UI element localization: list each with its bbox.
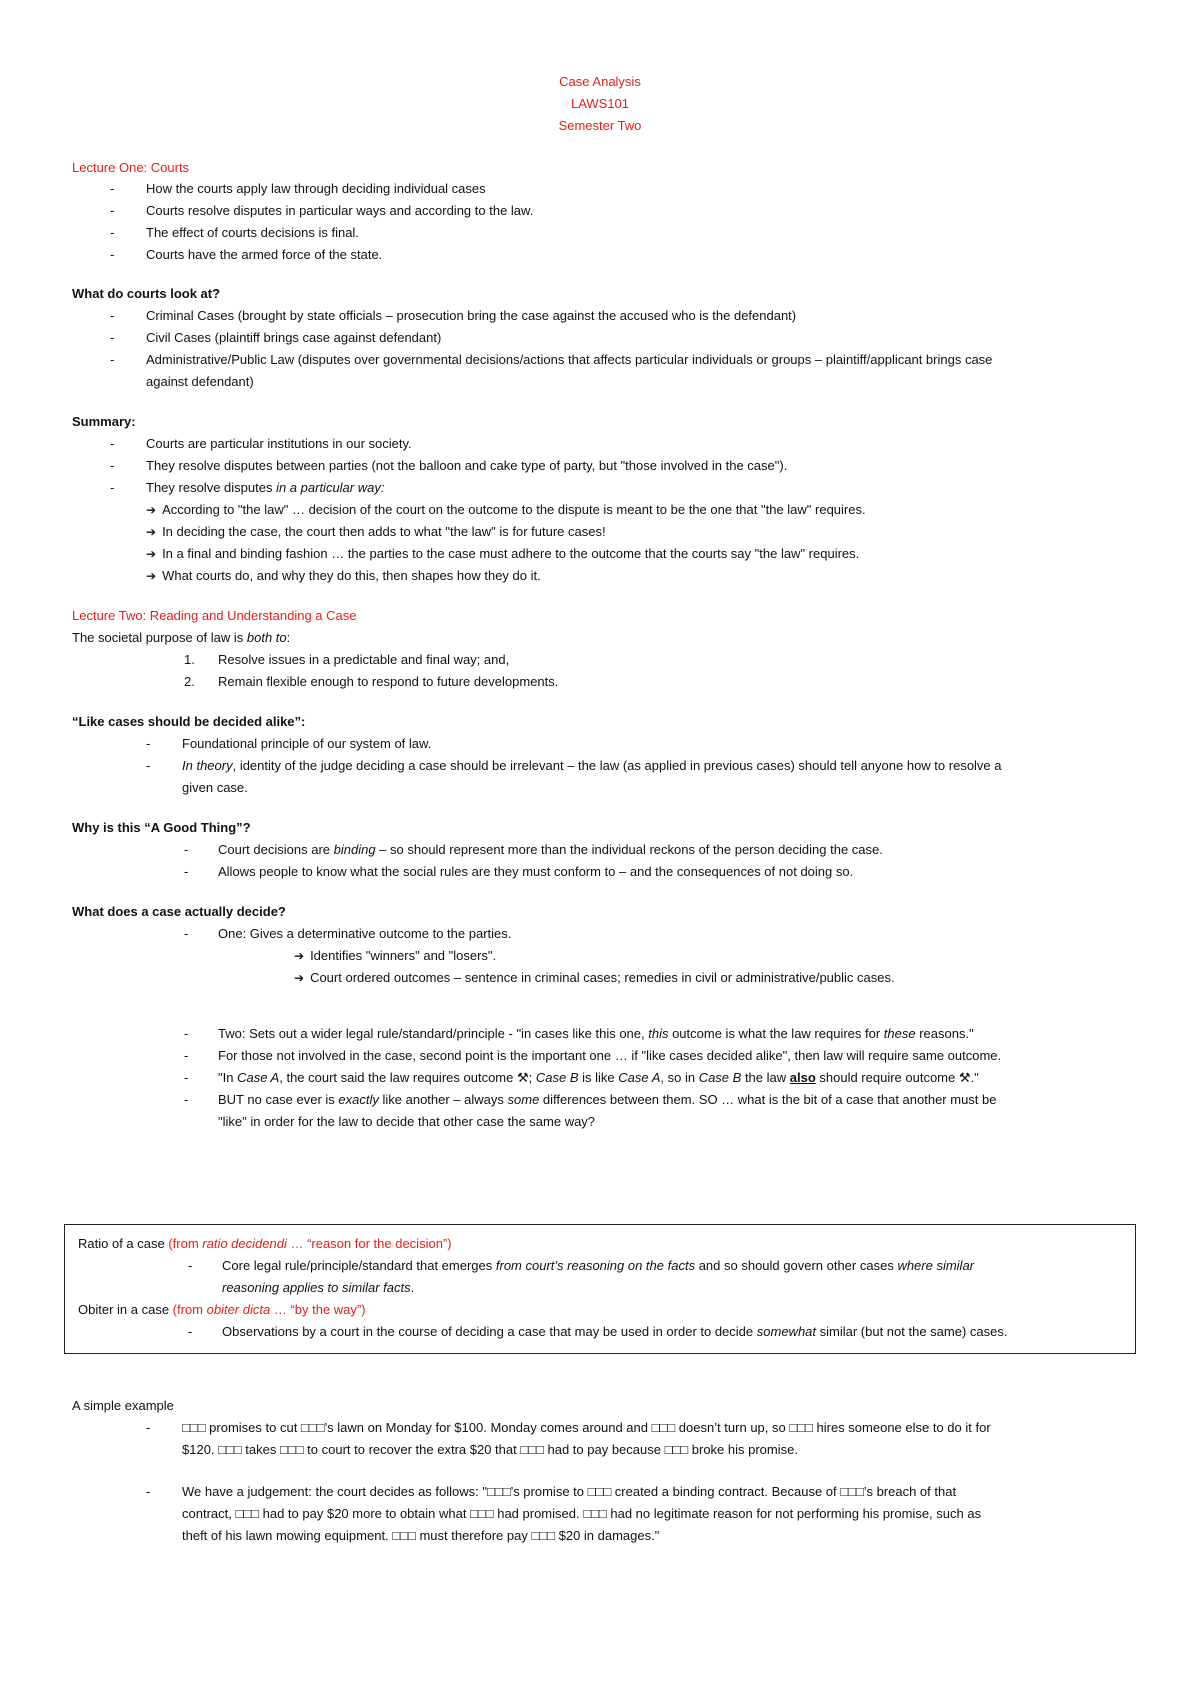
dash-bullet: - xyxy=(184,1026,189,1041)
arrow-icon: ➔ xyxy=(146,569,157,583)
bullet-text: Civil Cases (plaintiff brings case against defendant) xyxy=(146,330,442,345)
arrow-icon: ➔ xyxy=(146,525,157,539)
italic-span: this xyxy=(648,1026,669,1041)
bullet-text: For those not involved in the case, second point is the important one … if "like cases decided alike", then law will require same outcome. xyxy=(218,1048,1002,1063)
italic-span: reasoning applies to similar facts xyxy=(222,1280,411,1295)
text-span: reasons." xyxy=(915,1026,974,1041)
like-heading: “Like cases should be decided alike”: xyxy=(72,714,306,729)
arrow-icon: ➔ xyxy=(146,547,157,561)
text-span: (from xyxy=(172,1302,207,1317)
text-span: Observations by a court in the course of deciding a case that may be used in order to decide xyxy=(222,1324,757,1339)
arrow-text: Identifies "winners" and "losers". xyxy=(310,948,497,963)
dash-bullet: - xyxy=(110,181,115,196)
italic-span: some xyxy=(507,1092,540,1107)
italic-span: these xyxy=(883,1026,916,1041)
text-span: … “reason for the decision”) xyxy=(286,1236,452,1251)
dash-bullet: - xyxy=(146,1420,151,1435)
bullet-text xyxy=(222,1324,1007,1340)
bullet-text: Allows people to know what the social rules are they must conform to – and the consequences of not doing so. xyxy=(218,864,854,879)
bullet-text-cont: against defendant) xyxy=(146,374,254,389)
bullet-text: They resolve disputes between parties (not the balloon and cake type of party, but "those involved in the case"). xyxy=(146,458,788,473)
arrow-text: What courts do, and why they do this, then shapes how they do it. xyxy=(162,568,541,583)
dash-bullet: - xyxy=(146,758,151,773)
bullet-text-cont xyxy=(222,1280,414,1296)
arrow-icon: ➔ xyxy=(294,971,305,985)
text-span: One: xyxy=(218,926,247,941)
arrow-text: In a final and binding fashion … the parties to the case must adhere to the outcome that the courts say "the law" requires. xyxy=(162,546,860,561)
italic-span: Case B xyxy=(698,1070,742,1085)
text-span: like another – always xyxy=(378,1092,508,1107)
dash-bullet: - xyxy=(146,736,151,751)
dash-bullet: - xyxy=(188,1324,193,1339)
dash-bullet: - xyxy=(110,458,115,473)
lecture-one-heading: Lecture One: Courts xyxy=(72,160,190,175)
arrow-item xyxy=(146,502,866,518)
bullet-text-cont: $120. □□□ takes □□□ to court to recover the extra $20 that □□□ had to pay because □□□ broke his promise. xyxy=(182,1442,798,1457)
italic-span: somewhat xyxy=(756,1324,817,1339)
text-span: similar (but not the same) cases. xyxy=(816,1324,1008,1339)
italic-span: Case B xyxy=(535,1070,579,1085)
text-span: (from xyxy=(168,1236,203,1251)
italic-span: Case A xyxy=(618,1070,661,1085)
dash-bullet: - xyxy=(110,225,115,240)
bullet-text xyxy=(218,1070,979,1086)
bullet-text-cont: given case. xyxy=(182,780,248,795)
italic-span: obiter dicta xyxy=(206,1302,271,1317)
bullet-text-cont: theft of his lawn mowing equipment. □□□ must therefore pay □□□ $20 in damages." xyxy=(182,1528,660,1543)
look-heading: What do courts look at? xyxy=(72,286,221,301)
text-span: … “by the way”) xyxy=(270,1302,366,1317)
text-span: outcome is what the law requires for xyxy=(668,1026,884,1041)
dash-bullet: - xyxy=(184,864,189,879)
arrow-item xyxy=(146,546,859,562)
text-span: They resolve disputes xyxy=(146,480,277,495)
bullet-text: How the courts apply law through deciding individual cases xyxy=(146,181,486,196)
course-code: LAWS101 xyxy=(570,96,630,111)
bullet-text-cont: "like" in order for the law to decide that other case the same way? xyxy=(218,1114,596,1129)
text-span: . xyxy=(410,1280,415,1295)
text-span: and so should govern other cases xyxy=(695,1258,898,1273)
arrow-icon: ➔ xyxy=(294,949,305,963)
bullet-text: Criminal Cases (brought by state officials – prosecution bring the case against the accused who is the defendant) xyxy=(146,308,797,323)
italic-span: both to xyxy=(246,630,287,645)
dash-bullet: - xyxy=(110,436,115,451)
arrow-item xyxy=(146,524,606,540)
italic-span: Case A xyxy=(237,1070,280,1085)
bullet-text xyxy=(218,1026,974,1042)
text-span: Sets out a wider legal rule/standard/principle - "in cases like this one, xyxy=(245,1026,649,1041)
dash-bullet: - xyxy=(184,842,189,857)
bullet-text: Courts resolve disputes in particular ways and according to the law. xyxy=(146,203,534,218)
text-span: , so in xyxy=(660,1070,699,1085)
dash-bullet: - xyxy=(110,352,115,367)
bullet-text-cont: contract, □□□ had to pay $20 more to obtain what □□□ had promised. □□□ had no legitimate reason for not performing his promise, such as xyxy=(182,1506,982,1521)
bullet-text: Courts are particular institutions in our society. xyxy=(146,436,412,451)
text-span: Core legal rule/principle/standard that emerges xyxy=(222,1258,496,1273)
dash-bullet: - xyxy=(110,203,115,218)
text-span: , identity of the judge deciding a case should be irrelevant – the law (as applied in previous cases) should tell anyone how to resolve a xyxy=(232,758,1002,773)
list-item: Resolve issues in a predictable and final way; and, xyxy=(218,652,510,667)
italic-span: where similar xyxy=(897,1258,975,1273)
bullet-text xyxy=(218,926,511,942)
bullet-text xyxy=(182,758,1002,774)
dash-bullet: - xyxy=(110,330,115,345)
italic-span: in a particular way: xyxy=(276,480,385,495)
text-span: the law xyxy=(741,1070,790,1085)
text-span: BUT no case ever is xyxy=(218,1092,339,1107)
bullet-text xyxy=(218,1092,997,1108)
arrow-item xyxy=(146,568,541,584)
text-span: is like xyxy=(578,1070,619,1085)
bullet-text: Foundational principle of our system of law. xyxy=(182,736,432,751)
underlined-span: also xyxy=(789,1070,816,1085)
arrow-item xyxy=(294,970,895,986)
dash-bullet: - xyxy=(184,1048,189,1063)
bullet-text xyxy=(222,1258,974,1274)
why-heading: Why is this “A Good Thing”? xyxy=(72,820,251,835)
example-heading: A simple example xyxy=(72,1398,174,1413)
summary-heading: Summary: xyxy=(72,414,136,429)
dash-bullet: - xyxy=(110,247,115,262)
text-span: Obiter in a case xyxy=(78,1302,173,1317)
arrow-icon: ➔ xyxy=(146,503,157,517)
italic-span: ratio decidendi xyxy=(202,1236,287,1251)
lecture-two-heading: Lecture Two: Reading and Understanding a Case xyxy=(72,608,357,623)
bullet-text: We have a judgement: the court decides as follows: "□□□’s promise to □□□ created a binding contract. Because of □□□’s breach of that xyxy=(182,1484,957,1499)
text-span: The societal purpose of law is xyxy=(72,630,247,645)
text-span: should require outcome ⚒." xyxy=(815,1070,979,1085)
dash-bullet: - xyxy=(110,308,115,323)
arrow-text: In deciding the case, the court then adds to what "the law" is for future cases! xyxy=(162,524,606,539)
dash-bullet: - xyxy=(110,480,115,495)
doc-title: Case Analysis xyxy=(559,74,641,89)
arrow-text: According to "the law" … decision of the court on the outcome to the dispute is meant to be the one that "the law" requires. xyxy=(162,502,866,517)
text-span: , the court said the law requires outcome ⚒; xyxy=(279,1070,536,1085)
list-number: 2. xyxy=(184,674,195,689)
list-item: Remain flexible enough to respond to future developments. xyxy=(218,674,559,689)
bullet-text: □□□ promises to cut □□□’s lawn on Monday for $100. Monday comes around and □□□ doesn’t turn up, so □□□ hires someone else to do it for xyxy=(182,1420,991,1435)
text-span: Ratio of a case xyxy=(78,1236,169,1251)
text-span: Court decisions are xyxy=(218,842,334,857)
arrow-text: Court ordered outcomes – sentence in criminal cases; remedies in civil or administrative/public cases. xyxy=(310,970,895,985)
dash-bullet: - xyxy=(188,1258,193,1273)
text-span: "In xyxy=(218,1070,238,1085)
arrow-item xyxy=(294,948,496,964)
text-span: – so should represent more than the individual reckons of the person deciding the case. xyxy=(375,842,883,857)
italic-span: from court’s reasoning on the facts xyxy=(495,1258,696,1273)
bullet-text xyxy=(146,480,384,496)
obiter-heading xyxy=(78,1302,366,1318)
text-span: : xyxy=(286,630,291,645)
bullet-text: Administrative/Public Law (disputes over governmental decisions/actions that affects particular individuals or groups – plaintiff/applicant brings case xyxy=(146,352,993,367)
text-span: differences between them. SO … what is the bit of a case that another must be xyxy=(539,1092,997,1107)
bullet-text xyxy=(218,842,883,858)
italic-span: In theory xyxy=(182,758,233,773)
semester-label: Semester Two xyxy=(558,118,642,133)
list-number: 1. xyxy=(184,652,195,667)
dash-bullet: - xyxy=(146,1484,151,1499)
dash-bullet: - xyxy=(184,1070,189,1085)
ratio-heading xyxy=(78,1236,452,1252)
bullet-text: The effect of courts decisions is final. xyxy=(146,225,359,240)
italic-span: exactly xyxy=(338,1092,379,1107)
bullet-text: Courts have the armed force of the state. xyxy=(146,247,383,262)
text-span: Gives a determinative outcome to the parties. xyxy=(246,926,512,941)
italic-span: binding xyxy=(333,842,376,857)
dash-bullet: - xyxy=(184,926,189,941)
text-span: Two: xyxy=(218,1026,246,1041)
dash-bullet: - xyxy=(184,1092,189,1107)
purpose-line xyxy=(72,630,290,646)
decide-heading: What does a case actually decide? xyxy=(72,904,286,919)
